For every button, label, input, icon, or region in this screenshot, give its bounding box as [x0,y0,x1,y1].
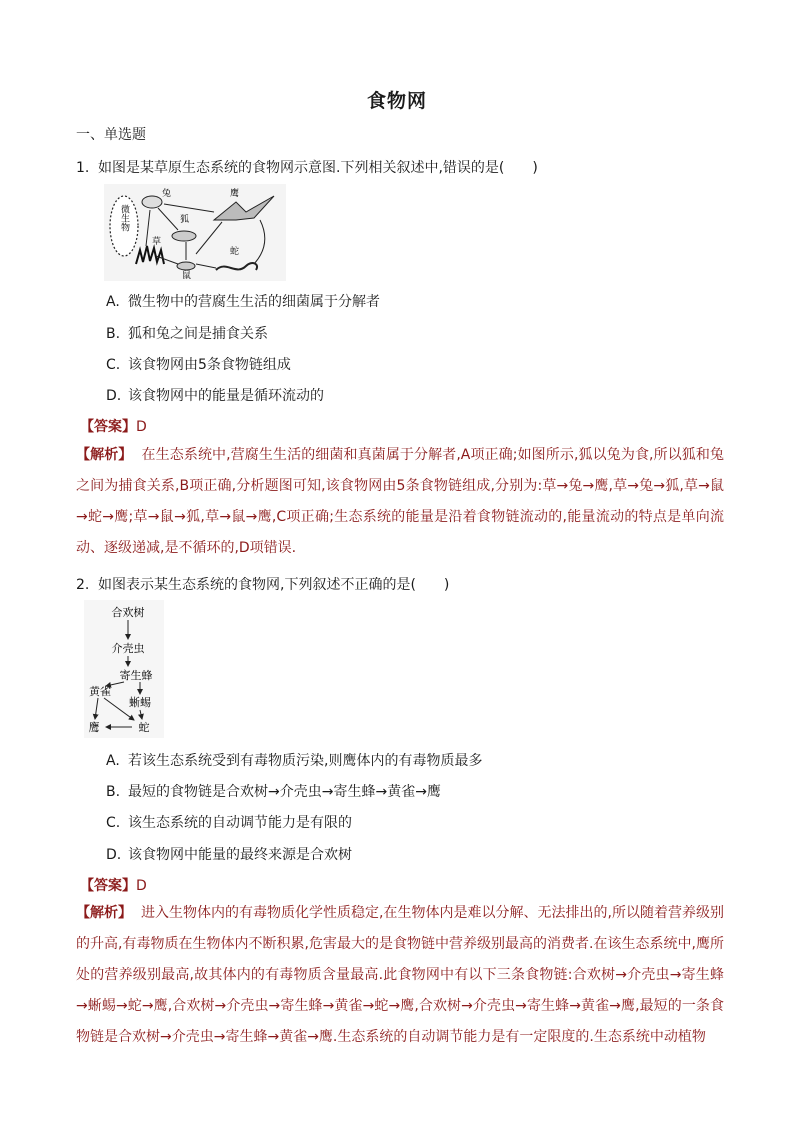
mouse-shape [177,262,195,270]
question-stem: 如图是某草原生态系统的食物网示意图.下列相关叙述中,错误的是( ) [98,160,538,176]
label-oriole: 黄雀 [89,685,111,698]
explanation-text: 进入生物体内的有毒物质化学性质稳定,在生物体内是难以分解、无法排出的,所以随着营养级别的升高,有毒物质在生物体内不断积累,危害最大的是食物链中营养级别最高的消费者.在该生态系统中,鹰所处的营养级别最高,故其体内的有毒物质含量最高.此食物网中有以下三条食物链:合欢树→介壳虫→寄生蜂→蜥蜴→蛇→鹰,合欢树→介壳虫→寄生蜂→黄雀→蛇→鹰,合欢树→介壳虫→寄生蜂→黄雀→鹰,最短的一条食物链是合欢树→介壳虫→寄生蜂→黄雀→鹰.生态系统的自动调节能力是有一定限度的.生态系统中动植物 [76,905,724,1045]
option-2a [106,750,482,770]
answer-value: D [136,878,147,894]
label-microbe: 微生物 [119,204,129,232]
label-snake: 蛇 [138,721,150,734]
option-letter: B. [106,326,121,342]
option-text: 该食物网中能量的最终来源是合欢树 [128,847,352,863]
option-text: 狐和兔之间是捕食关系 [128,326,268,342]
section-heading: 一、单选题 [76,127,146,143]
label-eagle: 鹰 [88,721,100,734]
option-text: 该食物网由5条食物链组成 [128,357,291,373]
option-1c [106,354,291,374]
option-letter: B. [106,784,121,800]
option-text: 该食物网中的能量是循环流动的 [128,388,324,404]
answer-2 [80,875,147,895]
option-1d [106,385,324,405]
question-1 [76,157,538,177]
fox-shape [172,231,196,241]
explanation-tag: 【解析】 [76,447,133,463]
option-text: 微生物中的营腐生生活的细菌属于分解者 [128,294,380,310]
option-letter: A. [106,753,120,769]
option-letter: D. [106,388,122,404]
option-2d [106,844,352,864]
label-tree: 合欢树 [111,606,145,619]
food-web-figure-2 [84,600,164,738]
rabbit-shape [142,196,162,208]
option-2c [106,812,352,832]
page-title: 食物网 [366,90,427,112]
explanation-2 [76,898,724,1053]
label-eagle: 鹰 [230,189,240,199]
question-stem: 如图表示某生态系统的食物网,下列叙述不正确的是( ) [98,577,450,593]
answer-tag: 【答案】 [80,419,136,435]
question-number: 1. [76,160,90,176]
option-letter: D. [106,847,122,863]
option-letter: C. [106,357,121,373]
label-fox: 狐 [180,215,190,225]
answer-1 [80,416,147,436]
answer-tag: 【答案】 [80,878,136,894]
option-text: 该生态系统的自动调节能力是有限的 [128,815,352,831]
label-lizard: 蜥蜴 [129,696,151,709]
label-rabbit: 兔 [162,189,172,199]
option-letter: C. [106,815,121,831]
question-2 [76,574,449,594]
option-text: 最短的食物链是合欢树→介壳虫→寄生蜂→黄雀→鹰 [128,784,441,800]
explanation-text: 在生态系统中,营腐生生活的细菌和真菌属于分解者,A项正确;如图所示,狐以兔为食,所以狐和兔之间为捕食关系,B项正确,分析题图可知,该食物网由5条食物链组成,分别为:草→兔→鹰,草→兔→狐,草→鼠→蛇→鹰;草→鼠→狐,草→鼠→鹰,C项正确;生态系统的能量是沿着食物链流动的,能量流动的特点是单向流动、逐级递减,是不循环的,D项错误. [76,447,725,556]
option-text: 若该生态系统受到有毒物质污染,则鹰体内的有毒物质最多 [128,753,483,769]
food-web-figure-1 [104,184,286,281]
label-wasp: 寄生蜂 [119,669,153,682]
label-snake: 蛇 [230,247,240,257]
label-grass: 草 [152,237,162,247]
option-1a [106,291,380,311]
label-scale-insect: 介壳虫 [111,642,145,655]
explanation-1 [76,440,724,564]
option-letter: A. [106,294,120,310]
answer-value: D [136,419,147,435]
option-2b [106,781,441,801]
question-number: 2. [76,577,90,593]
label-mouse: 鼠 [182,271,192,281]
explanation-tag: 【解析】 [76,905,133,921]
option-1b [106,323,268,343]
